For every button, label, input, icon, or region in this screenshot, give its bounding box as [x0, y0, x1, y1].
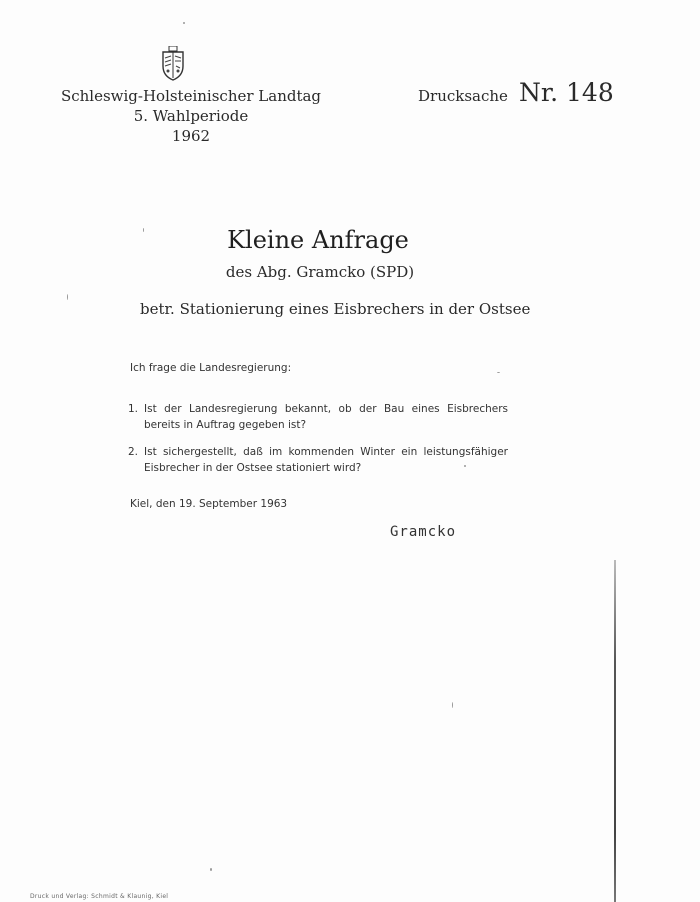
scan-speck	[464, 465, 466, 467]
signature: Gramcko	[390, 524, 457, 540]
year: 1962	[171, 127, 211, 145]
document-subtitle: des Abg. Gramcko (SPD)	[225, 263, 415, 281]
print-number: Nr. 148	[519, 78, 614, 107]
legislative-period: 5. Wahlperiode	[133, 107, 249, 125]
question-number: 2.	[128, 446, 139, 458]
question-text: Ist sichergestellt, daß im kommenden Winter ein leistungsfähiger Eisbrecher in der Ostsee stationiert wird?	[144, 446, 508, 474]
coat-of-arms-icon	[160, 46, 186, 82]
scan-speck	[67, 294, 68, 300]
scan-speck	[497, 372, 500, 373]
scan-speck	[143, 228, 144, 232]
question-item	[128, 444, 508, 476]
scan-speck	[452, 702, 453, 708]
place-date: Kiel, den 19. September 1963	[130, 498, 288, 510]
question-item	[128, 401, 508, 433]
scan-edge-line	[614, 560, 616, 902]
print-reference	[418, 78, 614, 107]
question-text: Ist der Landesregierung bekannt, ob der Bau eines Eisbrechers bereits in Auftrag gegeben ist?	[144, 403, 508, 431]
question-number: 1.	[128, 403, 139, 415]
document-title: Kleine Anfrage	[227, 226, 409, 254]
parliament-name: Schleswig-Holsteinischer Landtag	[60, 87, 322, 105]
printer-footer: Druck und Verlag: Schmidt & Klaunig, Kiel	[30, 893, 169, 900]
print-label: Drucksache	[418, 87, 508, 105]
intro-text: Ich frage die Landesregierung:	[130, 362, 292, 374]
scan-speck	[183, 22, 185, 24]
document-subject: betr. Stationierung eines Eisbrechers in der Ostsee	[140, 300, 531, 318]
question-list	[128, 401, 508, 487]
header-left	[56, 86, 326, 146]
scan-speck	[210, 868, 212, 871]
